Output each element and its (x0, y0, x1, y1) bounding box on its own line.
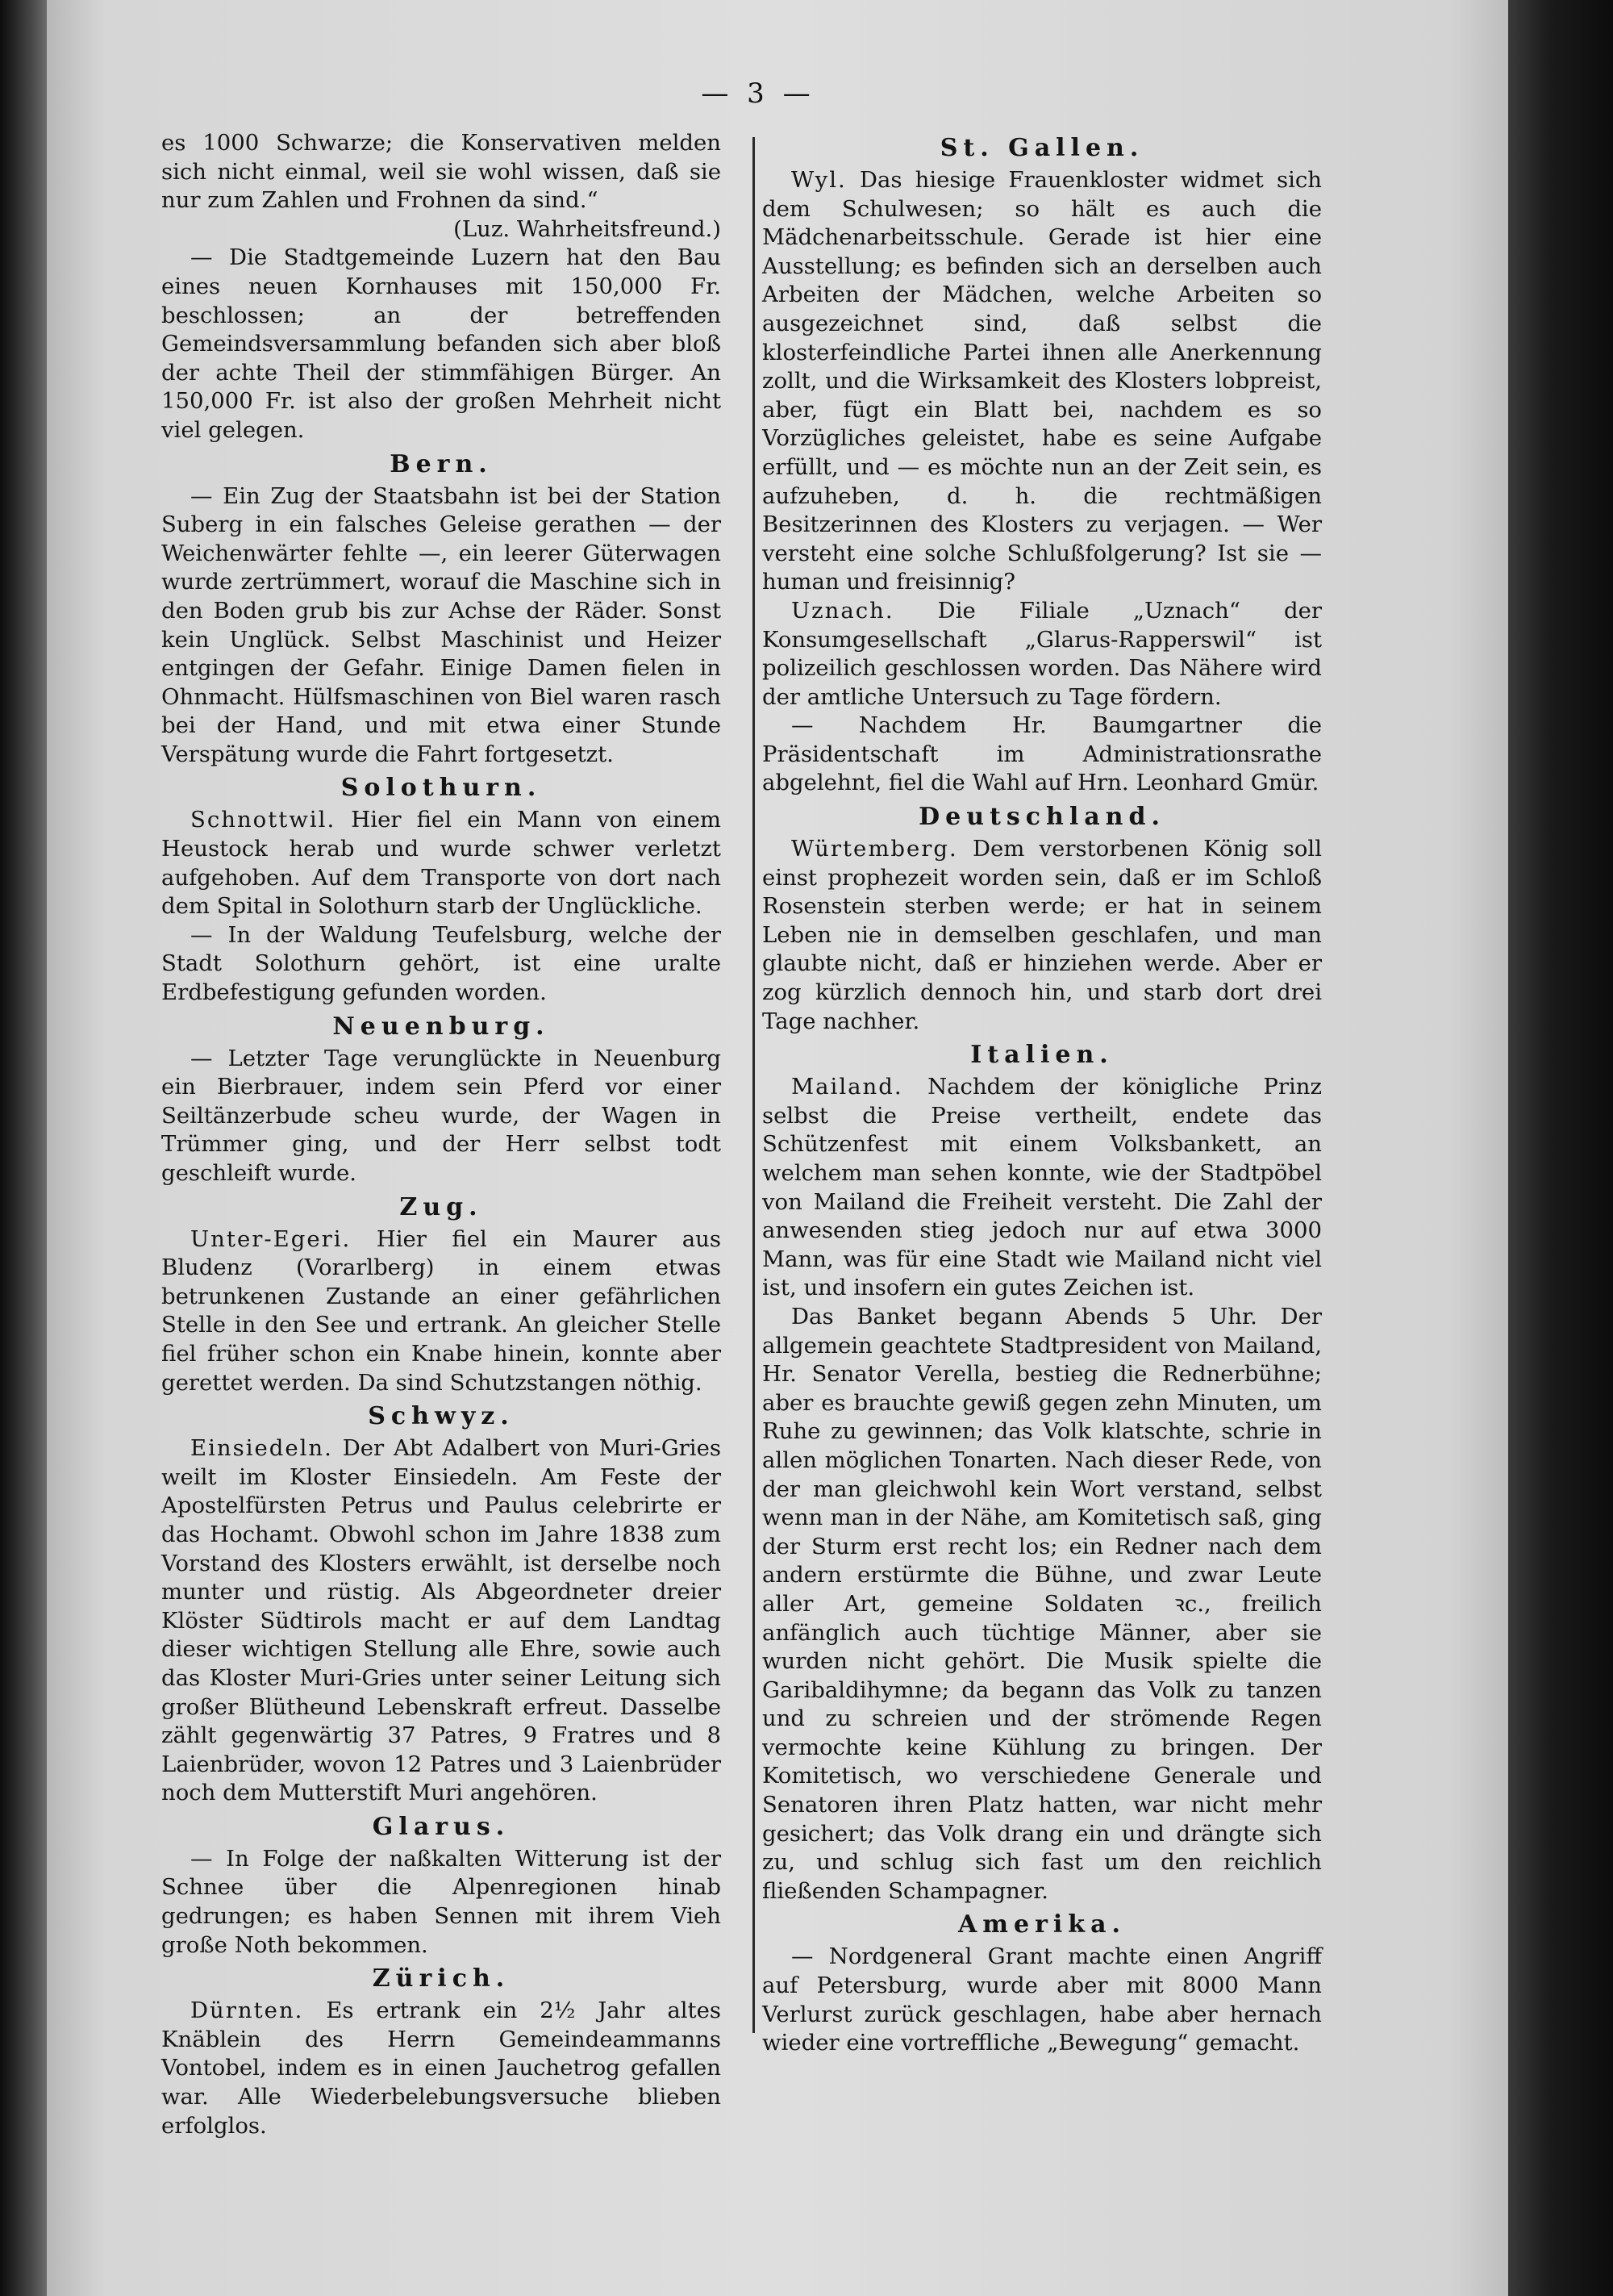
dateline-place: Mailand. (791, 1074, 903, 1100)
article-paragraph: — Die Stadtgemeinde Luzern hat den Bau eines neuen Kornhauses mit 150,000 Fr. beschlossen; an der betreffenden Gemeindsversammlung befanden sich aber bloß der achte Theil der stimmfähigen Bürger. An 150,000 Fr. ist also der großen Mehrheit nicht viel gelegen. (161, 244, 721, 443)
article-text: Es ertrank ein 2½ Jahr altes Knäblein des Herrn Gemeindeammanns Vontobel, indem es in einen Jauchetrog gefallen war. Alle Wiederbelebungsversuche blieben erfolglos. (161, 1998, 721, 2139)
article-paragraph (161, 1997, 721, 2140)
article-paragraph: — In der Waldung Teufelsburg, welche der Stadt Solothurn gehört, ist eine uralte Erdbefestigung gefunden worden. (161, 921, 721, 1006)
article-paragraph (161, 1434, 721, 1808)
dateline-place: Wyl. (791, 167, 847, 193)
article-text: Hier fiel ein Mann von einem Heustock herab und wurde schwer verletzt aufgehoben. Auf dem Transporte von dort nach dem Spital in Solothurn starb der Unglückliche. (161, 807, 721, 920)
article-paragraph: — Letzter Tage verunglückte in Neuenburg ein Bierbrauer, indem sein Pferd vor einer Seiltänzerbude scheu wurde, der Wagen in Trümmer ging, und der Herr selbst todt geschleift wurde. (161, 1045, 721, 1186)
book-spine (0, 0, 47, 2296)
dateline-place: Einsiedeln. (190, 1435, 333, 1462)
dateline-place: Unter-Egeri. (190, 1225, 352, 1252)
article-paragraph: es 1000 Schwarze; die Konservativen melden sich nicht einmal, weil sie wohl wissen, daß sie nur zum Zahlen und Frohnen da sind.“ (161, 130, 721, 214)
article-paragraph: — Ein Zug der Staatsbahn ist bei der Station Suberg in ein falsches Geleise gerathen — der Weichenwärter fehlte —, ein leerer Güterwagen wurde zertrümmert, worauf die Maschine sich in den Boden grub bis zur Achse der Räder. Sonst kein Unglück. Selbst Maschinist und Heizer entgingen der Gefahr. Einige Damen fielen in Ohnmacht. Hülfsmaschinen von Biel waren rasch bei der Hand, und mit etwa einer Stunde Verspätung wurde die Fahrt fortgesetzt. (161, 482, 721, 767)
section-heading-st-gallen: St. Gallen. (940, 134, 1144, 162)
article-paragraph (161, 806, 721, 920)
column-divider (752, 137, 755, 2033)
dateline-place: Würtemberg. (791, 836, 958, 862)
section-heading-glarus: Glarus. (372, 1812, 511, 1841)
article-paragraph (762, 835, 1322, 1036)
article-paragraph (762, 166, 1322, 597)
dateline-place: Uznach. (791, 597, 894, 624)
section-heading-neuenburg: Neuenburg. (332, 1012, 550, 1041)
dateline-place: Dürnten. (190, 1998, 304, 2024)
article-text: Nachdem der königliche Prinz selbst die Preise vertheilt, endete das Schützenfest mit einem Volksbankett, an welchem man sehen konnte, wie der Stadtpöbel von Mailand die Freiheit versteht. Die Zahl der anwesenden stieg jedoch nur auf etwa 3000 Mann, was für eine Stadt wie Mailand nicht viel ist, und insofern ein gutes Zeichen ist. (762, 1074, 1322, 1301)
section-heading-italien: Italien. (970, 1041, 1114, 1070)
section-heading-deutschland: Deutschland. (919, 803, 1165, 832)
article-paragraph: — In Folge der naßkalten Witterung ist der Schnee über die Alpenregionen hinab gedrungen; es haben Sennen mit ihrem Vieh große Noth bekommen. (161, 1845, 721, 1958)
page-edge (1508, 0, 1613, 2296)
article-text: Die Filiale „Uznach“ der Konsumgesellschaft „Glarus-Rapperswil“ ist polizeilich geschlossen worden. Das Nähere wird der amtliche Untersuch zu Tage fördern. (762, 597, 1322, 710)
article-text: Der Abt Adalbert von Muri-Gries weilt im Kloster Einsiedeln. Am Feste der Apostelfürsten Petrus und Paulus celebrirte er das Hochamt. Obwohl schon im Jahre 1838 zum Vorstand des Klosters erwählt, ist derselbe noch munter und rüstig. Als Abgeordneter dreier Klöster Südtirols macht er auf dem Landtag dieser wichtigen Stellung alle Ehre, sowie auch das Kloster Muri-Gries unter seiner Leitung sich großer Blütheund Lebenskraft erfreut. Dasselbe zählt gegenwärtig 37 Patres, 9 Fratres und 8 Laienbrüder, wovon 12 Patres und 3 Laienbrüder noch dem Mutterstift Muri angehören. (161, 1435, 721, 1806)
section-heading-zug: Zug. (399, 1192, 483, 1221)
article-paragraph (762, 1073, 1322, 1303)
article-source: (Luz. Wahrheitsfreund.) (453, 215, 721, 242)
section-heading-schwyz: Schwyz. (368, 1402, 515, 1431)
right-column (762, 129, 1322, 2058)
article-paragraph: — Nordgeneral Grant machte einen Angriff auf Petersburg, wurde aber mit 8000 Mann Verlurst zurück geschlagen, habe aber hernach wieder eine vortreffliche „Bewegung“ gemacht. (762, 1943, 1322, 2056)
left-column (161, 129, 721, 2140)
section-heading-solothurn: Solothurn. (340, 774, 542, 803)
dateline-place: Schnottwil. (190, 807, 336, 833)
article-text: Dem verstorbenen König soll einst prophezeit worden sein, daß er im Schloß Rosenstein sterben werde; er hat in seinem Leben nie in demselben geschlafen, und man glaubte nicht, daß er hinziehen werde. Aber er zog kürzlich dennoch hin, und starb dort drei Tage nachher. (762, 836, 1322, 1034)
page-number: — 3 — (701, 77, 815, 110)
article-text: Das hiesige Frauenkloster widmet sich dem Schulwesen; so hält es auch die Mädchenarbeitsschule. Gerade ist hier eine Ausstellung; es befinden sich an derselben auch Arbeiten der Mädchen, welche Arbeiten so ausgezeichnet sind, daß selbst die klosterfeindliche Partei ihnen alle Anerkennung zollt, und die Wirksamkeit des Klosters lobpreist, aber, fügt ein Blatt bei, nachdem es so Vorzügliches geleistet, habe es seine Aufgabe erfüllt, und — es möchte nun an der Zeit sein, es aufzuheben, d. h. die rechtmäßigen Besitzerinnen des Klosters zu verjagen. — Wer versteht eine solche Schlußfolgerung? Ist sie — human und freisinnig? (762, 167, 1322, 595)
article-paragraph (161, 1225, 721, 1398)
section-heading-amerika: Amerika. (958, 1910, 1126, 1939)
article-paragraph: — Nachdem Hr. Baumgartner die Präsidentschaft im Administrationsrathe abgelehnt, fiel die Wahl auf Hrn. Leonhard Gmür. (762, 712, 1322, 796)
section-heading-zurich: Zürich. (372, 1964, 511, 1993)
article-text: Hier fiel ein Maurer aus Bludenz (Vorarlberg) in einem etwas betrunkenen Zustande an einer gefährlichen Stelle in den See und ertrank. An gleicher Stelle fiel früher schon ein Knabe hinein, konnte aber gerettet werden. Da sind Schutzstangen nöthig. (161, 1225, 721, 1396)
section-heading-bern: Bern. (390, 449, 493, 478)
article-paragraph: Das Banket begann Abends 5 Uhr. Der allgemein geachtete Stadtpresident von Mailand, Hr. Senator Verella, bestieg die Rednerbühne; aber es brauchte gewiß gegen zehn Minuten, um Ruhe zu gewinnen; das Volk klatschte, schrie in allen möglichen Tonarten. Nach dieser Rede, von der man gleichwohl kein Wort verstand, selbst wenn man in der Nähe, am Komitetisch saß, ging der Sturm erst recht los; ein Redner nach dem andern erstürmte die Bühne, und zwar Leute aller Art, gemeine Soldaten ꝛc., freilich anfänglich auch tüchtige Männer, aber sie wurden nicht gehört. Die Musik spielte die Garibaldihymne; da begann das Volk zu tanzen und zu schreien und der strömende Regen vermochte keine Kühlung zu bringen. Der Komitetisch, wo verschiedene Generale und Senatoren ihren Platz hatten, war nicht mehr gesichert; das Volk drang ein und drängte sich zu, und schlug sich fast um den reichlich fließenden Schampagner. (762, 1303, 1322, 1904)
article-paragraph (762, 597, 1322, 712)
